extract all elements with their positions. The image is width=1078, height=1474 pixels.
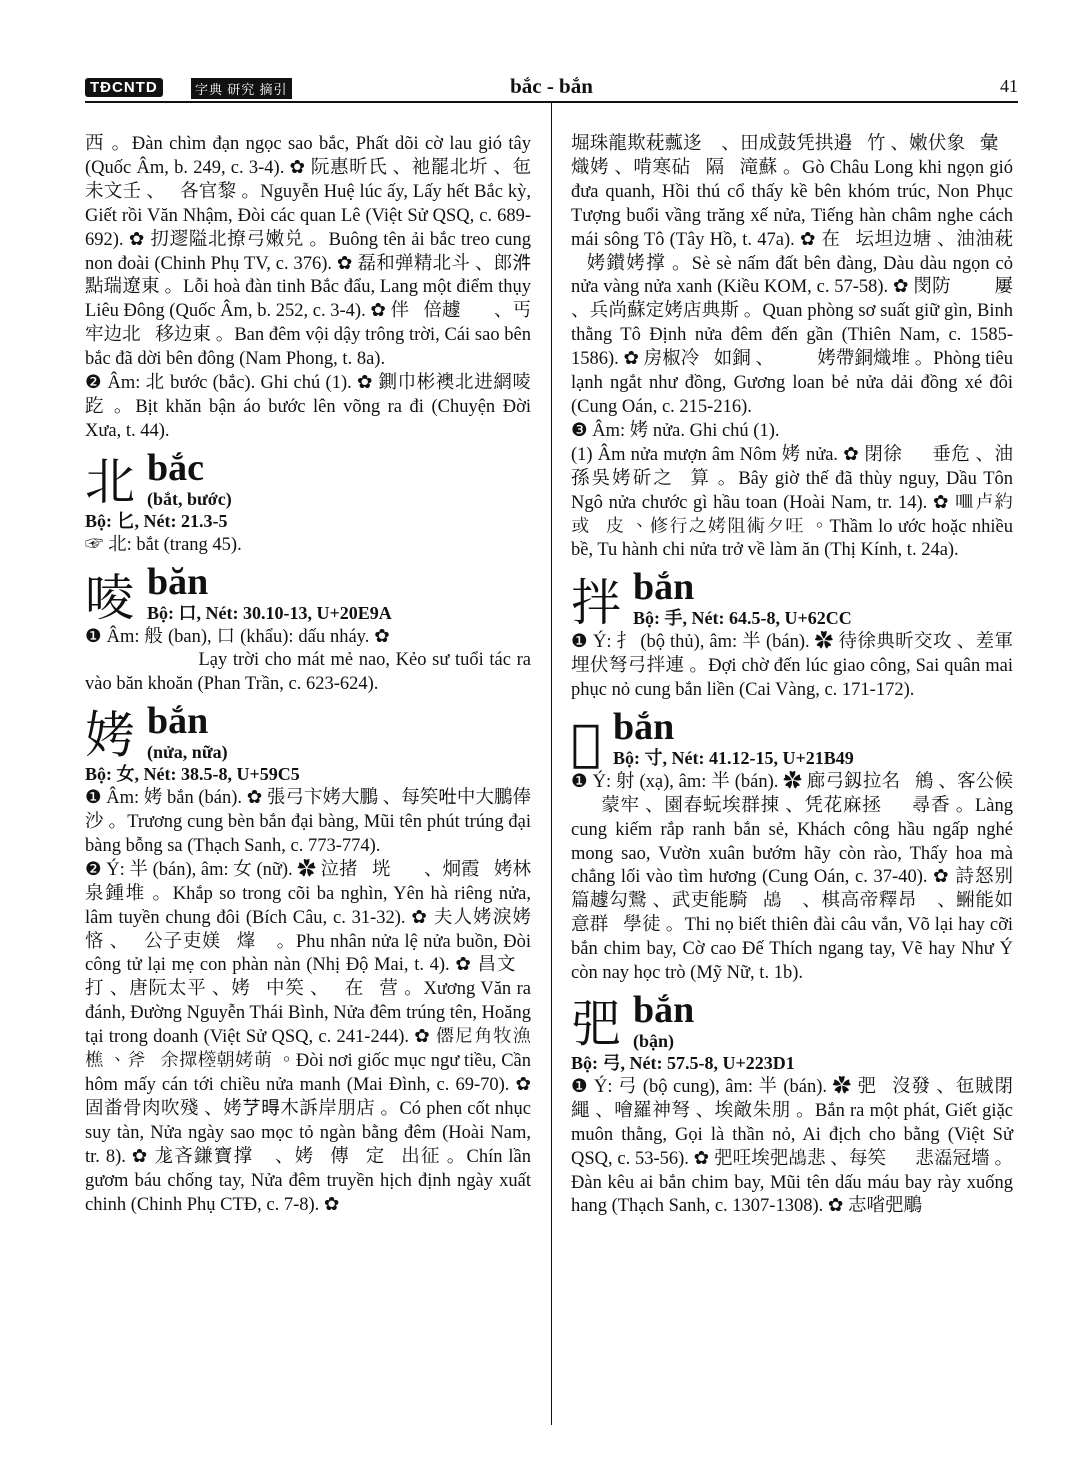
left-column [85,133,531,1217]
headword-char: 𡭉 [571,713,602,772]
paragraph: ❶ Ý: 射 (xạ), âm: 半 (bán). ✿ 廊弓釼拉名𡭉鴘 、客公候𥄭𥋳蒙牢 、園春蚖埃群㨂 、凭花麻拯𡏦𠫾尋香 。Làng cung kiếm rắp ranh bắn sẻ, Khách công hầu ngấp nghé mong sao, Vườn xuân bướm hãy còn rào, Thấy hoa mà chẳng lối vào tìm hương (Cung Oán, c. 37-40). ✿ 詩怒别篇䟊勾𪇂 、武吏能騎𡭉𪀄𢹣 、棋高帝釋昂𢬣 、𩷺能如意群𠳨學徒 。Thi nọ biết thiên đài câu vắn, Võ lại hay cỡi bắn chim bay, Cờ cao Đế Thích ngang tay, Vẽ hay Như Ý còn nay học trò (Mỹ Nữ, t. 1b). [571,771,1013,984]
headword: băn [147,560,209,603]
cross-reference: ☞ 北: bắt (trang 45). [85,534,242,555]
headword-char: 弝 [571,995,621,1053]
headword-variants: (bắt, bước) [147,488,232,509]
headword-char: 㖫 [85,568,135,627]
paragraph: ❷ Ý: 半 (bán), âm: 女 (nữ). ✿ 泣㨋𨉓垙𠀧𠦳 、炯霞𥠯㛈林泉鍾堆 。Khắp so trong cõi ba nghìn, Yên hà riêng nửa, lâm tuyền chung đôi (Bích Câu, c. 31-32). ✿ 夫人㛈淚㛈悋 、𦋦公子吏媄𩈘㷨𡛔 。Phu nhân nửa lệ nửa buồn, Đòi công tử lại mẹ con phàn nàn (Nhị Độ Mai, t. 4). ✿ 昌文𩈘打 、唐阮太平 、㛈𣋁中笶 、𧷺在𦀊营 。Xương Văn ra đánh, Đường Nguyễn Thái Bình, Nửa đêm trúng tên, Hoăng tại trong doanh (Việt Sử QSQ, c. 241-244). ✿ 𠎣尼角牧漁樵 、斧𢵯余𢶢𣝃朝㛈萌 。Đòi nơi giốc mục ngư tiều, Cần hôm mấy cán tới chiều nửa manh (Mai Đình, c. 69-70). ✿ 固畨骨肉吹殘 、㛈𦫼𣈜木訴岸朋店 。Có phen cốt nhục suy tàn, Nửa ngày sao mọc tỏ ngàn bằng đêm (Hoài Nam, tr. 8). ✿ 尨吝鎌寶撑𢬣 、㛈𣋁傳𣘃定𣈜出征 。Chín lần gươm báu chống tay, Nửa đêm truyền hịch định ngày xuất chinh (Chinh Phụ CTĐ, c. 7-8). ✿ [85,859,531,1215]
paragraph: ❸ Âm: 㛈 nửa. Ghi chú (1). [571,420,780,441]
paragraph: ❶ Ý: 扌 (bộ thủ), âm: 半 (bán). ✿ 待徐典昕交攻 、差軍埋伏弩弓拌連 。Đợi chờ đến lúc giao công, Sai quân mai phục nỏ cung bắn liền (Cai Vàng, c. 171-172). [571,632,1013,701]
entry-head [85,562,531,626]
headword-char: 拌 [571,574,621,633]
entry-head [85,701,531,763]
headword: bắc [147,446,204,489]
entry-head [85,448,531,510]
headword: bắn [633,989,695,1031]
entry-meta: Bộ: 寸, Nét: 41.12-15, U+21B49 [613,747,854,768]
entry-meta: Bộ: 弓, Nét: 57.5-8, U+223D1 [571,1053,795,1073]
right-column [571,133,1013,1219]
entry-head [571,707,1013,771]
headword-char: 北 [85,452,135,511]
paragraph: 堀珠龍欺萙䕯迻𢴑 、田成鼓凭拱邉𦹵竹 、嫩伏象𥆂彙𦘧熾㛈 、啃寒砧𣓿隔𠬠滝蘇 。Gò Châu Long khi ngọn gió đưa quanh, Hồi thú cổ thấy kề bên khóm trúc, Non Phục Tượng buổi vầng trăng xế nửa, Tiếng hàn châm nghe cách mái sông Tô (Tây Hồ, t. 47a). ✿ 在𡓁坛坦边塘 、油油萙𩈘㛈鑚㛈撑 。Sè sè nấm đất bên đàng, Dàu dàu ngọn cỏ nửa vàng nửa xanh (Kiều KOM, c. 57-58). ✿ 閔防𨅸𠯪𥶄屢 、兵尚蘇定㛈店典斯 。Quan phòng sơ suất giữ gìn, Binh thằng Tô Định nửa đêm đến gần (Thiên Nam, c. 1585-1586). ✿ 房椒冷𠺥如銅 、𤾓𩇢𢩽㛈帶銅熾堆 。Phòng tiêu lạnh ngắt như đồng, Gương loan bẻ nửa dải đồng xé đôi (Cung Oán, c. 215-216). [571,134,1013,417]
paragraph: (1) Âm nửa mượn âm Nôm 㛈 nửa. ✿ 閉徐𠆳𡨌垂危 、油孫吳㛈斫之𠈺算 。Bây giờ thế đã thùy nguy, Dầu Tôn Ngô nửa chước gì hầu toan (Hoài Nam, tr. 14). ✿ 𠰘卢約或𦁼皮 、修行之㛈阻術夕㕵 。Thầm lo ước hoặc nhiều bề, Tu hành chi nửa trở về làm ăn (Thị Kính, t. 24a). [571,444,1013,561]
entry-meta: Bộ: 手, Nét: 64.5-8, U+62CC [633,608,852,629]
entry-meta: Bộ: 女, Nét: 38.5-8, U+59C5 [85,764,300,785]
paragraph: 西 。Đàn chìm đạn ngọc sao bắc, Phất dõi cờ lau gió tây (Quốc Âm, b. 249, c. 3-4). ✿ 阮惠昕氏 、祂罷北圻 、㐌未文壬 、𦋦各官黎 。Nguyễn Huệ lúc ấy, Lấy hết Bắc kỳ, Giết rồi Văn Nhậm, Đòi các quan Lê (Việt Sử QSQ, c. 689-692). ✿ 㧅䢧隘北撩弓嫩兑 。Buông tên ải bắc treo cung non đoài (Chinh Phụ TV, c. 376). ✿ 磊和弹精北斗 、郎𣴓點瑞遼東 。Lỗi hoà đàn tinh Bắc đẩu, Lang một điểm thụy Liêu Đông (Quốc Âm, b. 252, c. 3-4). ✿ 伴𣋁倍䟊𨣥𡗶 、丐牢边北𡨌移边東 。Ban đêm vội dậy trông trời, Cái sao bên bắc đã dời bên đông (Nam Phong, t. 8a). [85,134,531,370]
series-logo: TĐCNTD [85,78,163,97]
entry-meta: Bộ: 口, Nét: 30.10-13, U+20E9A [147,602,392,623]
headword-char: 㛈 [85,706,135,765]
headword-variants: (nửa, nữa) [147,742,228,763]
paragraph: ❶ Âm: 般 (ban), 口 (khẩu): dấu nháy. ✿ 𥚄𡗶朱沫渼𫎇 、嬌師歲作畨𠫾㖫嘵 。Lạy trời cho mát mẻ nao, Kẻo sư tuổi tác ra vào băn khoăn (Phan Trần, c. 623-624). [85,626,531,695]
entry-meta: Bộ: 匕, Nét: 21.3-5 [85,510,228,531]
headword: bắn [633,566,695,609]
headword-variants: (bận) [633,1031,675,1051]
column-divider [551,103,552,1425]
paragraph: ❶ Âm: 㛈 bắn (bán). ✿ 張弓卞㛈大鵬 、每笶𠱊中大鵬俸沙 。Trương cung bèn bắn đại bàng, Mũi tên phút trúng đại bàng bỗng sa (Thạch Sanh, c. 773-774). [85,788,531,856]
running-title: bắc - bắn [510,74,593,98]
headword: bắn [147,700,209,743]
page-header [85,76,1018,100]
series-logo-han: 字典 研究 摘引 [191,78,292,99]
page-number: 41 [1000,76,1018,96]
entry-head [571,990,1013,1052]
paragraph: ❷ Âm: 北 bước (bắc). Ghi chú (1). ✿ 鍘巾彬襖北进網㖫趷 。Bịt khăn bận áo bước lên võng ra đi (Chuyện Đời Xưa, t. 44). [85,373,531,441]
entry-head [571,567,1013,631]
headword: bắn [613,705,675,748]
paragraph: ❶ Ý: 弓 (bộ cung), âm: 半 (bán). ✿ 弝𩈘沒發 、㐌賊閉繩 、噲羅神弩 、埃敵朱朋 。Bắn ra một phát, Giết giặc muôn thằng, Gọi là thần nỏ, Ai địch cho bằng (Việt Sử QSQ, c. 53-56). ✿ 弝㕵埃弝𪀄悲 、每笶𨆝𣻆悲𤂬冠墻 。Đàn kêu ai bắn chim bay, Mũi tên dấu máu bay rày xuống hang (Thạch Sanh, c. 1307-1308). ✿ 志㗂弝鵰 [571,1076,1013,1217]
